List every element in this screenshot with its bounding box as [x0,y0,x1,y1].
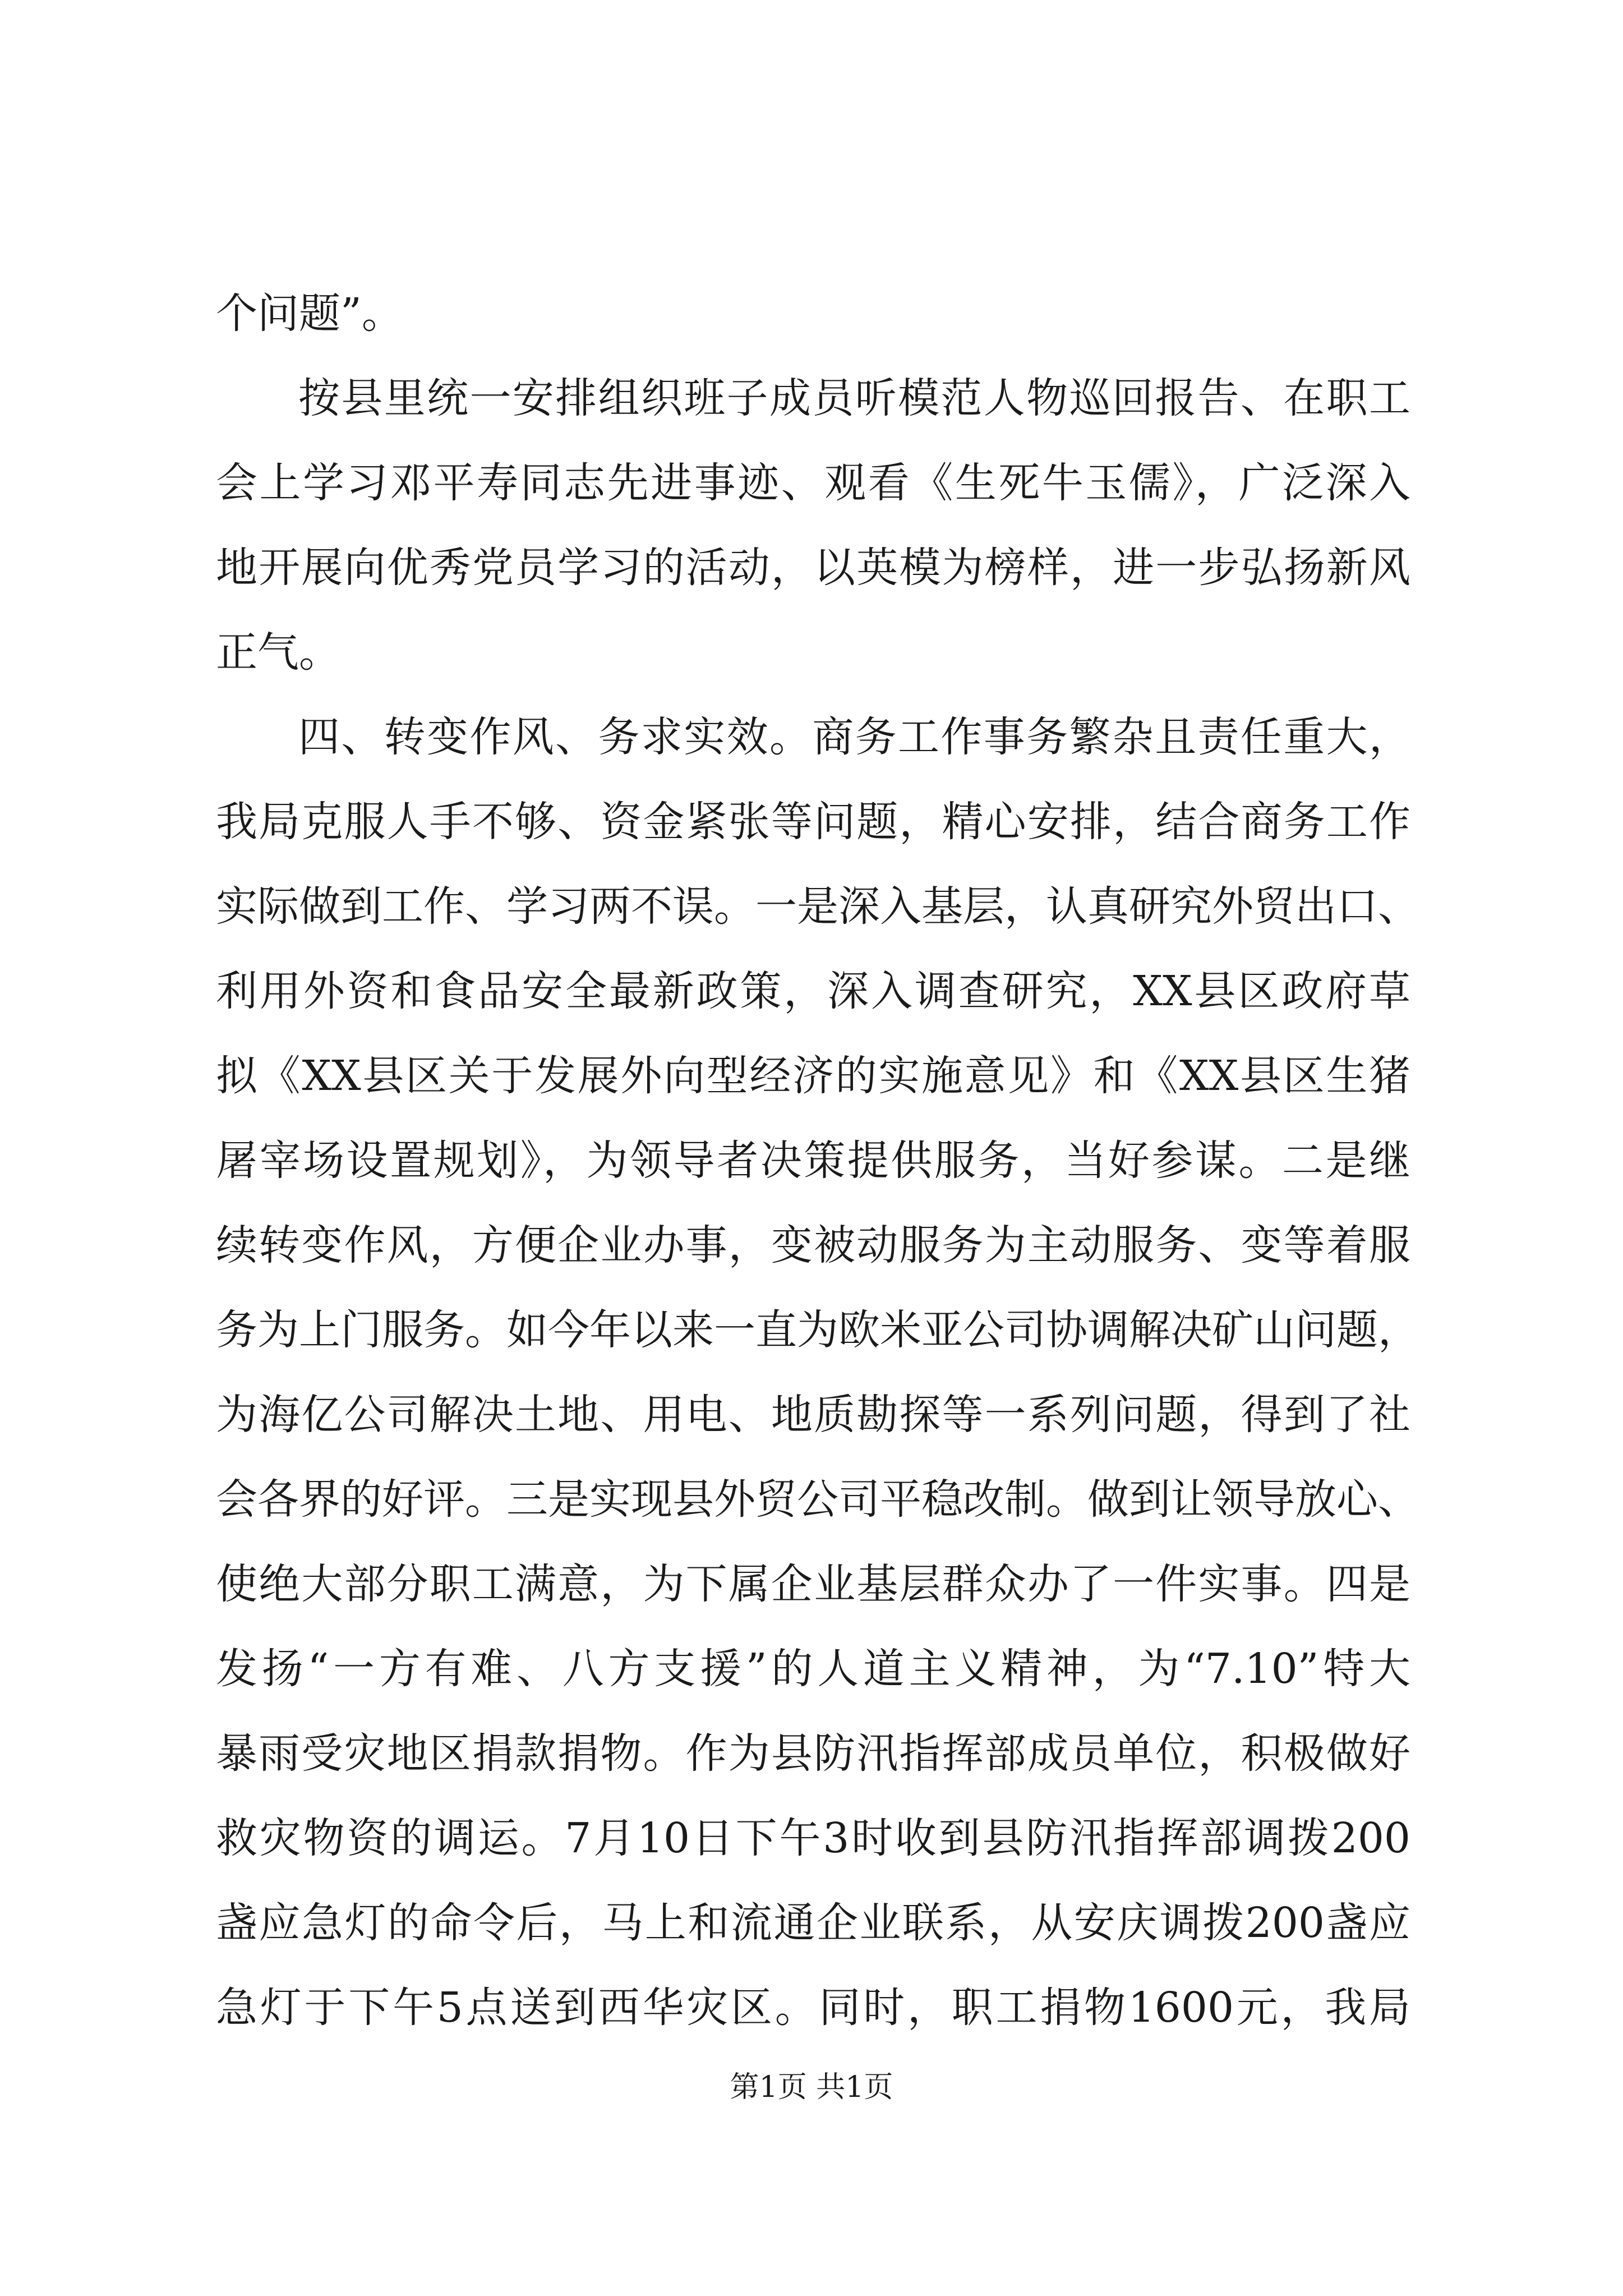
paragraph-first-line: 四、转变作风、务求实效。商务工作事务繁杂且责任重大， [298,713,1410,761]
text-line: 屠宰场设置规划》，为领导者决策提供服务，当好参谋。二是继 [216,1137,1410,1185]
text-line: 实际做到工作、学习两不误。一是深入基层，认真研究外贸出口、 [216,882,1419,931]
text-line: 救灾物资的调运。7月10日下午3时收到县防汛指挥部调拨200 [216,1814,1410,1862]
text-line: 正气。 [216,628,340,677]
text-line: 利用外资和食品安全最新政策，深入调查研究，XX县区政府草 [216,967,1410,1015]
text-line: 发扬“一方有难、八方支援”的人道主义精神，为“7.10”特大 [216,1645,1410,1693]
paragraph-first-line: 按县里统一安排组织班子成员听模范人物巡回报告、在职工 [298,374,1410,422]
text-line: 个问题”。 [216,289,403,338]
text-line: 为海亿公司解决土地、用电、地质勘探等一系列问题，得到了社 [216,1391,1410,1439]
text-line: 盏应急灯的命令后，马上和流通企业联系，从安庆调拨200盏应 [216,1899,1410,1947]
text-line: 使绝大部分职工满意，为下属企业基层群众办了一件实事。四是 [216,1560,1410,1608]
page-number-footer: 第1页 共1页 [730,2070,893,2104]
text-line: 会各界的好评。三是实现县外贸公司平稳改制。做到让领导放心、 [216,1475,1419,1524]
text-line: 急灯于下午5点送到西华灾区。同时，职工捐物1600元，我局 [216,1984,1410,2032]
text-line: 务为上门服务。如今年以来一直为欧米亚公司协调解决矿山问题， [216,1306,1419,1354]
text-line: 续转变作风，方便企业办事，变被动服务为主动服务、变等着服 [216,1221,1410,1269]
text-line: 拟《XX县区关于发展外向型经济的实施意见》和《XX县区生猪 [216,1052,1410,1100]
text-line: 暴雨受灾地区捐款捐物。作为县防汛指挥部成员单位，积极做好 [216,1729,1410,1778]
text-line: 会上学习邓平寿同志先进事迹、观看《生死牛玉儒》，广泛深入 [216,459,1410,507]
text-line: 地开展向优秀党员学习的活动，以英模为榜样，进一步弘扬新风 [216,544,1410,592]
text-line: 我局克服人手不够、资金紧张等问题，精心安排，结合商务工作 [216,798,1410,846]
